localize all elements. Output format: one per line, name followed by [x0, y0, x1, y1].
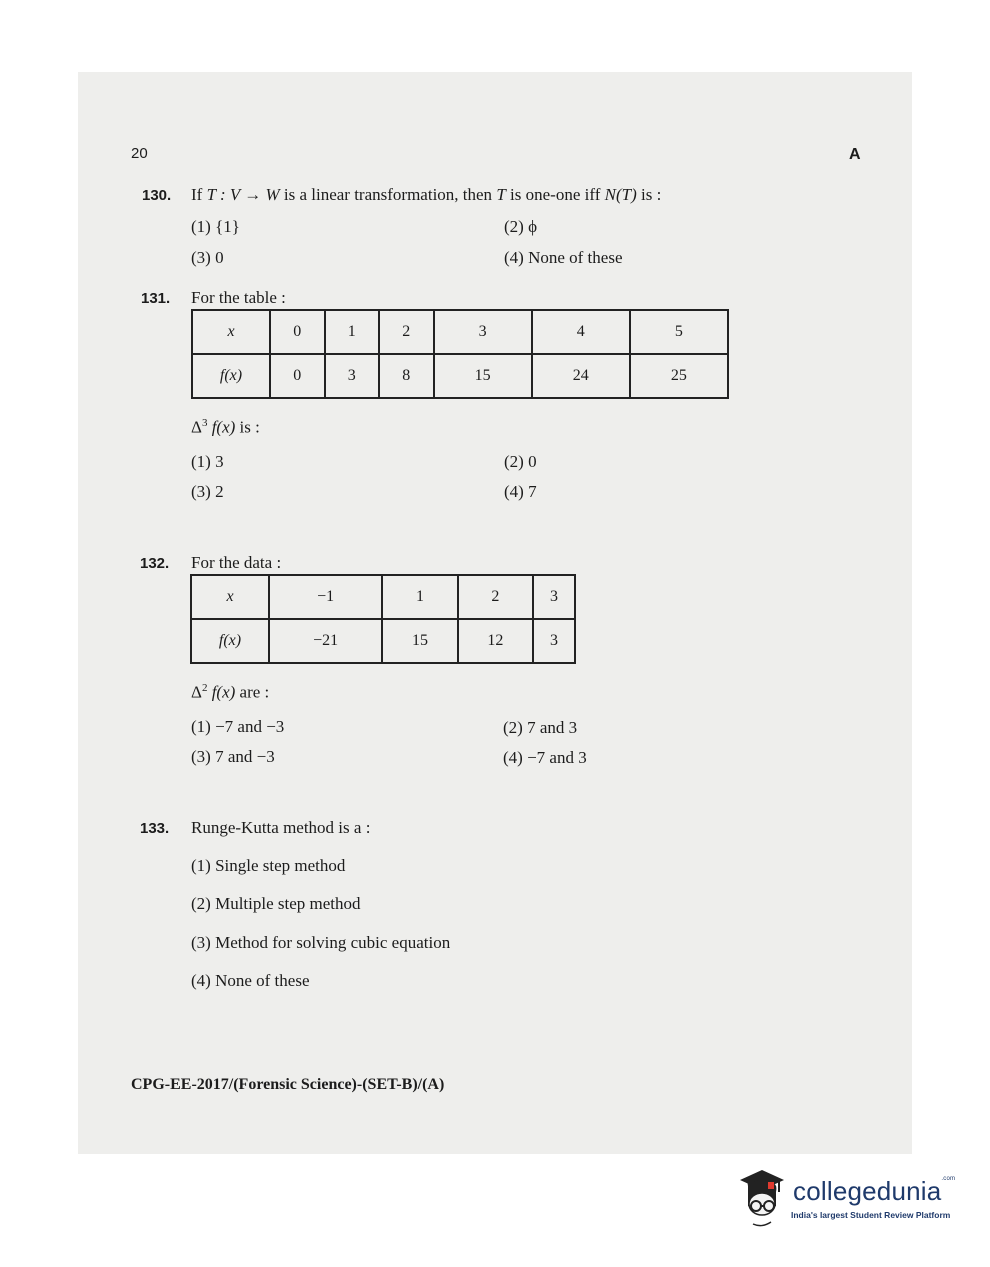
q132-option-1[interactable]: (1) −7 and −3 — [191, 717, 285, 736]
q132-table — [190, 574, 576, 664]
q132-cell: 12 — [458, 619, 533, 663]
q131-cell: 1 — [325, 310, 380, 354]
q131-cell: 25 — [630, 354, 728, 398]
q132-row-label: f(x) — [191, 619, 269, 663]
q131-option-2[interactable]: (2) 0 — [504, 452, 537, 471]
q132-option-4[interactable]: (4) −7 and 3 — [503, 748, 587, 767]
q133-option-3[interactable]: (3) Method for solving cubic equation — [191, 933, 451, 952]
q131-row-label: x — [192, 310, 270, 354]
q131-row-label: f(x) — [192, 354, 270, 398]
q131-cell: 0 — [270, 354, 325, 398]
q131-option-1[interactable]: (1) 3 — [191, 452, 224, 471]
q132-option-3[interactable]: (3) 7 and −3 — [191, 747, 275, 766]
q131-row-x — [192, 310, 728, 354]
q132-prompt: $\Delta^2$ f(x) are : — [191, 682, 270, 702]
question-133-intro: Runge-Kutta method is a : — [191, 818, 371, 837]
set-letter: A — [849, 146, 861, 163]
question-130-number: 130. — [142, 187, 172, 204]
question-131-number: 131. — [141, 290, 171, 307]
q131-cell: 24 — [532, 354, 630, 398]
q132-cell: 3 — [533, 575, 575, 619]
question-133-number: 133. — [140, 820, 170, 837]
q133-option-1[interactable]: (1) Single step method — [191, 856, 346, 875]
collegedunia-logo-text: collegedunia$^{.com}$ — [793, 1176, 956, 1206]
question-132-intro: For the data : — [191, 553, 282, 572]
q132-cell: 1 — [382, 575, 457, 619]
q132-cell: 3 — [533, 619, 575, 663]
q131-cell: 3 — [434, 310, 532, 354]
question-130-stem: If T : V → W is a linear transformation, then T is one-one iff N(T) is : — [191, 185, 662, 204]
q132-cell: 2 — [458, 575, 533, 619]
q132-cell: 15 — [382, 619, 457, 663]
question-131-intro: For the table : — [191, 288, 286, 307]
q131-option-4[interactable]: (4) 7 — [504, 482, 537, 501]
q132-row-fx — [191, 619, 575, 663]
q131-table — [191, 309, 729, 399]
q133-option-2[interactable]: (2) Multiple step method — [191, 894, 361, 913]
q131-cell: 0 — [270, 310, 325, 354]
q131-cell: 8 — [379, 354, 434, 398]
q133-option-4[interactable]: (4) None of these — [191, 971, 310, 990]
q131-cell: 15 — [434, 354, 532, 398]
q131-cell: 2 — [379, 310, 434, 354]
q131-prompt: $\Delta^3$ f(x) is : — [191, 417, 260, 437]
exam-footer-code: CPG-EE-2017/(Forensic Science)-(SET-B)/(A) — [131, 1076, 445, 1093]
q132-row-label: x — [191, 575, 269, 619]
q131-cell: 3 — [325, 354, 380, 398]
q132-row-x — [191, 575, 575, 619]
q132-option-2[interactable]: (2) 7 and 3 — [503, 718, 578, 737]
q130-option-1[interactable]: (1) {1} — [191, 217, 240, 236]
q131-cell: 4 — [532, 310, 630, 354]
q130-option-3[interactable]: (3) 0 — [191, 248, 224, 267]
q131-option-3[interactable]: (3) 2 — [191, 482, 224, 501]
q132-cell: −1 — [269, 575, 382, 619]
q132-cell: −21 — [269, 619, 382, 663]
page-number: 20 — [131, 145, 148, 162]
collegedunia-tagline: India's largest Student Review Platform — [791, 1210, 951, 1220]
q131-cell: 5 — [630, 310, 728, 354]
question-132-number: 132. — [140, 555, 170, 572]
q130-option-4[interactable]: (4) None of these — [504, 248, 623, 267]
q131-row-fx — [192, 354, 728, 398]
q130-option-2[interactable]: (2) ϕ — [504, 217, 538, 236]
